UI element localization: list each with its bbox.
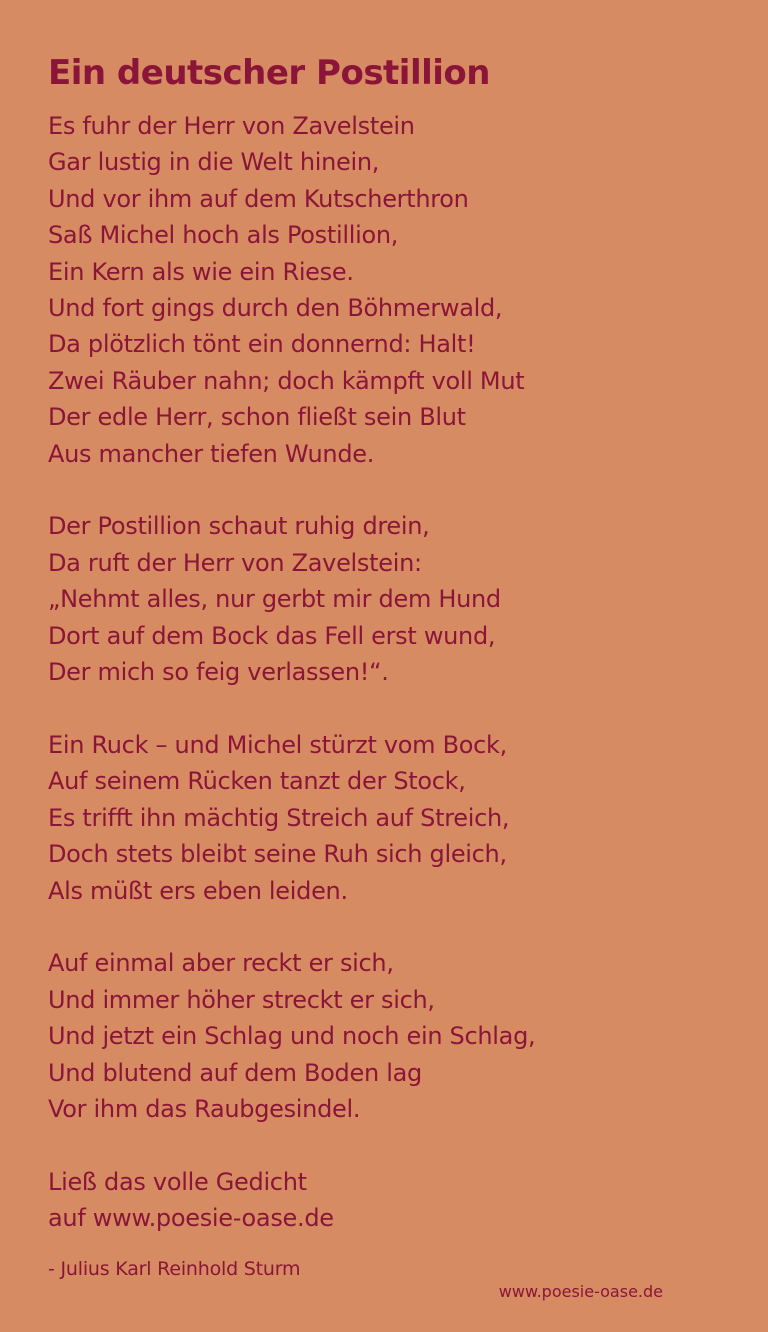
poem-line: Auf einmal aber reckt er sich,: [48, 949, 394, 978]
poem-line: Der mich so feig verlassen!“.: [48, 658, 389, 687]
poem-line: Und vor ihm auf dem Kutscherthron: [48, 184, 469, 213]
poem-line: Und immer höher streckt er sich,: [48, 985, 435, 1014]
poem-title: Ein deutscher Postillion: [48, 53, 490, 93]
poem-author: - Julius Karl Reinhold Sturm: [48, 1258, 301, 1280]
poem-line: Saß Michel hoch als Postillion,: [48, 221, 399, 250]
poem-line: Gar lustig in die Welt hinein,: [48, 148, 380, 177]
stanza-gap: [48, 472, 738, 508]
poem-line: Dort auf dem Bock das Fell erst wund,: [48, 621, 496, 650]
poem-line: Der edle Herr, schon fließt sein Blut: [48, 403, 466, 432]
poem-line: Und jetzt ein Schlag und noch ein Schlag,: [48, 1022, 536, 1051]
stanza-gap: [48, 1127, 738, 1163]
poem-line: Es trifft ihn mächtig Streich auf Streich,: [48, 803, 510, 832]
cta-line: Ließ das volle Gedicht: [48, 1167, 307, 1196]
poem-line: Zwei Räuber nahn; doch kämpft voll Mut: [48, 366, 525, 395]
cta-line: auf www.poesie-oase.de: [48, 1204, 334, 1233]
poem-line: Aus mancher tiefen Wunde.: [48, 439, 375, 468]
poem-line: Da ruft der Herr von Zavelstein:: [48, 548, 422, 577]
poem-card: [48, 50, 738, 1237]
stanza-2: [48, 508, 738, 690]
poem-line: Vor ihm das Raubgesindel.: [48, 1094, 361, 1123]
poem-line: Ein Ruck – und Michel stürzt vom Bock,: [48, 730, 507, 759]
poem-line: Da plötzlich tönt ein donnernd: Halt!: [48, 330, 476, 359]
footer-url: www.poesie-oase.de: [498, 1282, 663, 1301]
poem-line: Als müßt ers eben leiden.: [48, 876, 348, 905]
stanza-gap: [48, 690, 738, 726]
poem-line: Und fort gings durch den Böhmerwald,: [48, 294, 503, 323]
poem-line: Ein Kern als wie ein Riese.: [48, 257, 354, 286]
stanza-1: [48, 108, 738, 472]
stanza-4: [48, 945, 738, 1127]
stanza-3: [48, 727, 738, 909]
cta-block: [48, 1164, 738, 1237]
stanza-gap: [48, 909, 738, 945]
poem-line: Und blutend auf dem Boden lag: [48, 1058, 422, 1087]
poem-line: „Nehmt alles, nur gerbt mir dem Hund: [48, 585, 501, 614]
poem-line: Doch stets bleibt seine Ruh sich gleich,: [48, 840, 507, 869]
poem-line: Auf seinem Rücken tanzt der Stock,: [48, 767, 466, 796]
poem-line: Es fuhr der Herr von Zavelstein: [48, 112, 415, 140]
poem-line: Der Postillion schaut ruhig drein,: [48, 512, 430, 541]
